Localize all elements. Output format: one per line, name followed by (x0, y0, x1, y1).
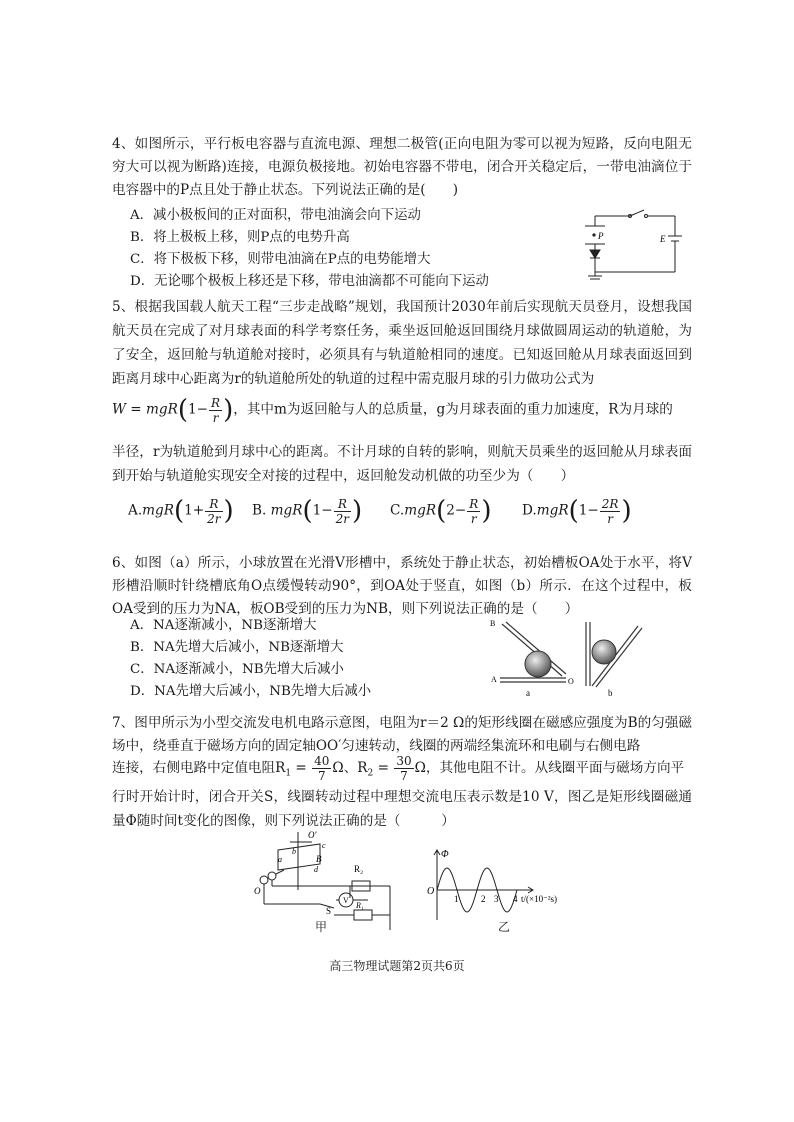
q5-formula-tail: ，其中m为返回舱与人的总质量，g为月球表面的重力加速度，R为月球的 (233, 401, 673, 418)
q7-label-o-prime: O′ (308, 830, 317, 840)
q6-label-b: B (490, 619, 496, 628)
q4-label-e: E (660, 234, 666, 244)
q7-label-r1: R₁ (356, 901, 364, 910)
q4-option-a: A．减小极板间的正对面积，带电油滴会向下运动 (130, 208, 421, 223)
q5-option-a: A.mgR(1+ $\frac{R}{2r}$ ) (128, 496, 234, 526)
q7-caption-jia: 甲 (315, 920, 328, 934)
q4-option-d: D．无论哪个极板上移还是下移，带电油滴都不可能向下运动 (130, 274, 489, 289)
q7-label-field-b: B (316, 854, 322, 864)
q4-label-p: P (598, 231, 604, 241)
q5-formula-fraction: $\frac{R}{r}$ (211, 395, 221, 425)
q6-label-o: O (568, 677, 574, 686)
q5-formula-lhs: W = mgR (112, 401, 178, 418)
q6-option-d: D．NA先增大后减小，NB先增大后减小 (130, 684, 372, 699)
q6-option-a: A．NA逐渐减小，NB逐渐增大 (130, 618, 317, 633)
q7-label-o: O (254, 886, 261, 896)
page-footer: 高三物理试题第2页共6页 (329, 959, 465, 973)
q7-stem-continued: 行时开始计时，闭合开关S，线圈转动过程中理想交流电压表示数是10 V，图乙是矩形线圈磁通量Φ随时间t变化的图像，则下列说法正确的是（ ） (112, 789, 692, 829)
q5-option-b: B. mgR(1− $\frac{R}{2r}$ ) (252, 496, 363, 526)
q6-option-b: B．NA先增大后减小，NB逐渐增大 (130, 640, 344, 655)
q4-option-c: C．将下极板下移，则带电油滴在P点的电势能增大 (130, 252, 431, 267)
q6-v-groove-figure (488, 616, 668, 700)
q7-axis-t: t/(×10⁻²s) (521, 894, 558, 904)
q4-stem: 4、如图所示，平行板电容器与直流电源、理想二极管(正向电阻为零可以视为短路，反向电阻无穷大可以视为断路)连接，电源负极接地。初始电容器不带电，闭合开关稳定后，一带电油滴位于电容器中的P点且处于静止状态。下列说法正确的是( ) (112, 136, 692, 198)
q7-tick-4: 4 (513, 894, 518, 904)
q7-label-a: a (278, 855, 282, 864)
q7-caption-yi: 乙 (498, 920, 511, 934)
q5-stem-continued: 半径，r为轨道舱到月球中心的距离。不计月球的自转的影响，则航天员乘坐的返回舱从月球表面到开始与轨道舱实现安全对接的过程中，返回舱发动机做的功至少为（ ） (112, 444, 692, 484)
q7-flux-graph (425, 846, 595, 926)
q7-tick-1: 1 (454, 894, 459, 904)
q4-circuit-figure (580, 206, 690, 286)
q5-stem: 5、根据我国载人航天工程“三步走战略”规划，我国预计2030年前后实现航天员登月，设想我国航天员在完成了对月球表面的科学考察任务，乘坐返回舱返回围绕月球做圆周运动的轨道舱，为了安全，返回舱与轨道舱对接时，必须具有与轨道舱相同的速度。已知返回舱从月球表面返回到距离月球中心距离为r的轨道舱所处的轨道的过程中需克服月球的引力做功公式为 (112, 299, 692, 387)
q6-caption-b: b (608, 688, 613, 698)
q6-caption-a: a (526, 688, 530, 698)
q7-label-d: d (314, 865, 318, 874)
q7-axis-origin: O (427, 886, 435, 897)
q7-stem: 7、图甲所示为小型交流发电机电路示意图，电阻为r＝2 Ω的矩形线圈在磁感应强度为B的匀强磁场中，绕垂直于磁场方向的固定轴OO′匀速转动，线圈的两端经集流环和电刷与右侧电路 (112, 715, 692, 754)
q7-label-r2: R₂ (354, 864, 364, 874)
q6-stem: 6、如图（a）所示，小球放置在光滑V形槽中，系统处于静止状态，初始槽板OA处于水平，将V形槽沿顺时针绕槽底角O点缓慢转动90°，到OA处于竖直，如图（b）所示．在这个过程中，板OA受到的压力为NA，板OB受到的压力为NB，则下列说法正确的是（ ） (112, 555, 692, 617)
q7-tick-3: 3 (494, 894, 499, 904)
q7-label-b-coil: b (292, 847, 296, 856)
q6-option-c: C．NA逐渐减小，NB先增大后减小 (130, 662, 344, 677)
q7-axis-phi: Φ (441, 849, 449, 860)
q6-label-a: A (491, 675, 497, 684)
q7-tick-2: 2 (481, 894, 486, 904)
q5-option-d: D.mgR(1− $\frac{2R}{r}$ ) (522, 496, 632, 526)
q4-option-b: B．将上极板上移，则P点的电势升高 (130, 230, 350, 245)
q7-label-c: c (322, 841, 326, 850)
q7-label-voltmeter: V (343, 896, 349, 905)
q5-formula-line: W = mgR(1− $\frac{R}{r}$ )，其中m为返回舱与人的总质量，g为月球表面的重力加速度，R为月球的 (112, 395, 673, 425)
q5-option-c: C.mgR(2− $\frac{R}{r}$ ) (390, 496, 492, 526)
q7-label-switch: S (326, 906, 332, 916)
q7-resistor-line: 连接，右侧电路中定值电阻$R_1$ = $\frac{40}{7}$ Ω、$R_2$ = $\frac{30}{7}$ Ω，其他电阻不计。从线圈平面与磁场方向平 (112, 754, 685, 783)
